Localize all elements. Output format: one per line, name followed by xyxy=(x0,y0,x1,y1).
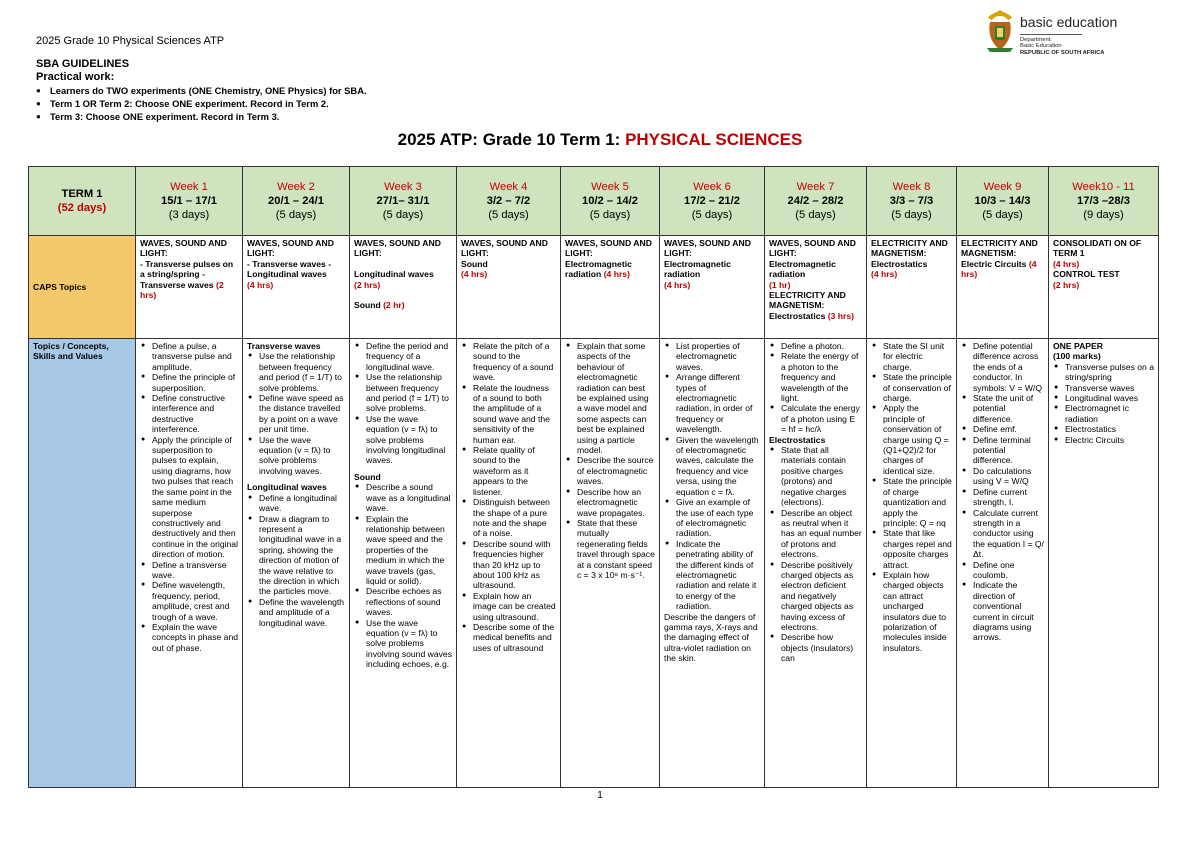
caps-topic: Electromagnetic radiation xyxy=(664,258,731,280)
topic-item: ● Relate the pitch of a sound to the frequency of a sound wave. xyxy=(473,341,556,383)
caps-cell xyxy=(660,236,765,339)
week-days: (5 days) xyxy=(982,209,1023,221)
caps-heading: WAVES, SOUND AND LIGHT: xyxy=(565,238,652,259)
week-name: Week 6 xyxy=(693,181,731,193)
week-name: Week 7 xyxy=(796,181,835,193)
caps-topic: Electrostatics xyxy=(871,258,928,269)
week-dates: 3/2 – 7/2 xyxy=(486,195,531,207)
topic-item: ● State the SI unit for electric charge. xyxy=(883,341,952,372)
topic-subheading: Electrostatics xyxy=(769,434,826,445)
topic-item: ● Electrostatics xyxy=(1065,424,1154,434)
guideline-item: ● Term 3: Choose ONE experiment. Record in Term 3. xyxy=(36,110,367,123)
topic-list xyxy=(961,341,1044,643)
topic-item: ● Indicate the direction of conventional current in circuit diagrams using arrows. xyxy=(973,580,1044,642)
topic-list xyxy=(247,493,345,628)
topic-subheading: (100 marks) xyxy=(1053,351,1101,362)
topics-cell xyxy=(1049,339,1159,788)
header-block xyxy=(36,35,367,123)
caps-heading: CONSOLIDATI ON OF TERM 1 xyxy=(1053,238,1142,259)
topic-item: ● Define a longitudinal wave. xyxy=(259,493,345,514)
topic-item: ● Define one coulomb. xyxy=(973,560,1044,581)
topic-item: ● State the unit of potential difference. xyxy=(973,393,1044,424)
topic-list xyxy=(871,341,952,653)
topics-cell xyxy=(243,339,350,788)
topic-item: ● Define a pulse, a transverse pulse and amplitude. xyxy=(152,341,238,372)
topic-item: ● Describe echoes as reflections of sound waves. xyxy=(366,586,452,617)
week-cell xyxy=(765,167,867,236)
caps-cell xyxy=(243,236,350,339)
guideline-item: ● Term 1 OR Term 2: Choose ONE experiment. Record in Term 2. xyxy=(36,97,367,110)
topic-item: ● Use the wave equation (v = fλ) to solve problems involving longitudinal waves. xyxy=(366,414,452,466)
topic-item: ● State the principle of charge quantization and apply the principle: Q = nq xyxy=(883,476,952,528)
topic-item: ● Define a transverse wave. xyxy=(152,560,238,581)
week-dates: 10/2 – 14/2 xyxy=(582,195,638,207)
topic-item: ● Define wave speed as the distance travelled by a point on a wave per unit time. xyxy=(259,393,345,435)
week-days: (9 days) xyxy=(1083,209,1124,221)
topic-list xyxy=(140,341,238,653)
caps-topic: Sound xyxy=(354,300,381,311)
topic-item: ● Describe the source of electromagnetic waves. xyxy=(577,455,655,486)
caps-hours: (4 hrs) xyxy=(603,269,630,280)
week-name: Week 9 xyxy=(983,181,1022,193)
topic-item: ● Do calculations using V = W/Q xyxy=(973,466,1044,487)
topic-item: ● State that like charges repel and opposite charges attract. xyxy=(883,528,952,570)
topic-item: ● Relate quality of sound to the waveform as it appears to the listener. xyxy=(473,445,556,497)
caps-hours: (4 hrs) xyxy=(247,279,274,290)
topic-item: ● Define the period and frequency of a longitudinal wave. xyxy=(366,341,452,372)
caps-heading: WAVES, SOUND AND LIGHT: xyxy=(247,238,334,259)
topic-item: ● Explain the wave concepts in phase and out of phase. xyxy=(152,622,238,653)
topic-item: ● Transverse waves xyxy=(1065,383,1154,393)
caps-hours: (4 hrs) xyxy=(961,258,1037,280)
week-days: (5 days) xyxy=(382,209,424,221)
caps-hours: (4 hrs) xyxy=(664,279,691,290)
week-cell xyxy=(243,167,350,236)
topic-item: ● Define emf. xyxy=(973,424,1044,434)
week-cell xyxy=(350,167,457,236)
week-cell xyxy=(867,167,957,236)
week-name: Week10 - 11 xyxy=(1072,181,1135,193)
week-days: (3 days) xyxy=(168,209,210,221)
logo-rule xyxy=(1020,34,1082,35)
week-cell xyxy=(136,167,243,236)
topic-item: ● Explain that some aspects of the behaviour of electromagnetic radiation can best be explained using a wave model and some aspects can best be explained using a particle model. xyxy=(577,341,655,455)
week-cell xyxy=(561,167,660,236)
topic-item: ● Explain how an image can be created using ultrasound. xyxy=(473,591,556,622)
topic-item: ● Define wavelength, frequency, period, amplitude, crest and trough of a wave. xyxy=(152,580,238,622)
topic-item: ● Calculate the energy of a photon using E = hf = hc/λ xyxy=(781,403,862,434)
caps-topic: Sound xyxy=(461,258,488,269)
topic-list xyxy=(664,341,760,612)
caps-cell xyxy=(457,236,561,339)
caps-label: CAPS Topics xyxy=(29,236,136,339)
topic-subheading: ONE PAPER xyxy=(1053,341,1103,351)
topic-list xyxy=(461,341,556,653)
topic-item: ● Describe a sound wave as a longitudinal wave. xyxy=(366,482,452,513)
caps-cell xyxy=(561,236,660,339)
caps-topic: - Transverse waves - Longitudinal waves xyxy=(247,258,332,280)
caps-hours: (2 hr) xyxy=(383,300,405,311)
caps-heading: ELECTRICITY AND MAGNETISM: xyxy=(961,238,1038,259)
topics-cell xyxy=(561,339,660,788)
sba-title: SBA GUIDELINES xyxy=(36,58,130,70)
week-name: Week 5 xyxy=(591,181,629,193)
week-name: Week 8 xyxy=(892,181,931,193)
topic-text: Describe the dangers of gamma rays, X-rays and the damaging effect of ultra-violet radiation on the skin. xyxy=(664,611,758,664)
topics-cell xyxy=(350,339,457,788)
topic-item: ● Describe sound with frequencies higher than 20 kHz up to about 100 kHz as ultrasound. xyxy=(473,539,556,591)
caps-cell xyxy=(1049,236,1159,339)
topic-item: ● State that these mutually regenerating fields travel through space at a constant speed c = 3 x 10⁸ m·s⁻¹. xyxy=(577,518,655,580)
topic-item: ● Arrange different types of electromagnetic radiation, in order of frequency or wavelength. xyxy=(676,372,760,434)
topic-list xyxy=(247,351,345,476)
week-days: (5 days) xyxy=(488,209,529,221)
week-days: (5 days) xyxy=(275,209,317,221)
topic-item: ● Use the relationship between frequency and period (f = 1/T) to solve problems. xyxy=(259,351,345,393)
week-name: Week 2 xyxy=(277,181,315,193)
topic-item: ● Electric Circuits xyxy=(1065,435,1154,445)
topic-item: ● Draw a diagram to represent a longitudinal wave in a spring, showing the direction of motion of the wave relative to the direction in which the particles move. xyxy=(259,514,345,597)
caps-hours: (1 hr) xyxy=(769,279,791,290)
topic-item: ● Define the principle of superposition. xyxy=(152,372,238,393)
week-cell xyxy=(660,167,765,236)
topic-item: ● Give an example of the use of each type of electromagnetic radiation. xyxy=(676,497,760,539)
caps-heading: ELECTRICITY AND MAGNETISM: xyxy=(871,238,948,259)
caps-heading: WAVES, SOUND AND LIGHT: xyxy=(664,238,751,259)
caps-cell xyxy=(136,236,243,339)
caps-heading: WAVES, SOUND AND LIGHT: xyxy=(354,238,441,259)
atp-table xyxy=(28,166,1159,788)
topic-item: ● Describe some of the medical benefits and uses of ultrasound xyxy=(473,622,556,653)
caps-hours: (2 hrs) xyxy=(1053,279,1080,290)
topics-label: Topics / Concepts, Skills and Values xyxy=(29,339,136,788)
topic-item: ● Explain the relationship between wave speed and the properties of the medium in which the wave travels (gas, liquid or solid). xyxy=(366,514,452,587)
topic-item: ● State the principle of conservation of charge. xyxy=(883,372,952,403)
logo-dept-line: Department: xyxy=(1020,37,1052,43)
caps-hours: (2 hrs) xyxy=(140,279,224,301)
topic-item: ● Distinguish between the shape of a pure note and the shape of a noise. xyxy=(473,497,556,539)
caps-hours: (4 hrs) xyxy=(461,269,488,280)
topic-item: ● Define constructive interference and destructive interference. xyxy=(152,393,238,435)
topic-item: ● Relate the energy of a photon to the frequency and wavelength of the light. xyxy=(781,351,862,403)
topic-item: ● Use the wave equation (v = fλ) to solve problems involving waves. xyxy=(259,435,345,477)
topic-item: ● Longitudinal waves xyxy=(1065,393,1154,403)
topic-list xyxy=(1053,362,1154,445)
topic-list xyxy=(354,341,452,466)
caps-topic: Electric Circuits xyxy=(961,258,1027,269)
topic-list xyxy=(769,341,862,435)
page-number: 1 xyxy=(597,790,603,801)
guideline-item: ● Learners do TWO experiments (ONE Chemistry, ONE Physics) for SBA. xyxy=(36,84,367,97)
week-days: (5 days) xyxy=(795,209,836,221)
topic-item: ● Explain how charged objects can attract uncharged insulators due to polarization of molecules inside insulators. xyxy=(883,570,952,653)
topic-item: ● State that all materials contain positive charges (protons) and negative charges (electrons). xyxy=(781,445,862,507)
topic-item: ● Describe how an electromagnetic wave propagates. xyxy=(577,487,655,518)
week-cell xyxy=(1049,167,1159,236)
topic-item: ● Given the wavelength of electromagnetic waves, calculate the frequency and vice versa, using the equation c = fλ. xyxy=(676,435,760,497)
topics-cell xyxy=(957,339,1049,788)
week-name: Week 4 xyxy=(489,181,528,193)
caps-heading: WAVES, SOUND AND LIGHT: xyxy=(769,238,856,259)
logo-dept xyxy=(1020,37,1104,56)
coat-of-arms-icon xyxy=(984,8,1016,54)
topics-cell xyxy=(660,339,765,788)
topic-subheading: Transverse waves xyxy=(247,341,321,351)
caps-heading: WAVES, SOUND AND LIGHT: xyxy=(140,238,227,259)
caps-cell xyxy=(350,236,457,339)
title-subject: PHYSICAL SCIENCES xyxy=(625,130,803,149)
week-days: (5 days) xyxy=(691,209,733,221)
topic-item: ● Transverse pulses on a string/spring xyxy=(1065,362,1154,383)
practical-label: Practical work: xyxy=(36,71,115,83)
topic-list xyxy=(354,482,452,669)
week-dates: 3/3 – 7/3 xyxy=(889,195,934,207)
caps-topic: Electromagnetic radiation xyxy=(769,258,836,280)
logo-dept-line: Basic Education xyxy=(1020,43,1062,50)
topic-item: ● Describe an object as neutral when it has an equal number of protons and electrons. xyxy=(781,508,862,560)
topic-list xyxy=(565,341,655,580)
topic-item: ● Define terminal potential difference. xyxy=(973,435,1044,466)
week-dates: 24/2 – 28/2 xyxy=(787,195,844,207)
week-dates: 17/2 – 21/2 xyxy=(684,195,740,207)
caps-hours: (2 hrs) xyxy=(354,279,381,290)
topic-item: ● Electromagnet ic radiation xyxy=(1065,403,1154,424)
topics-cell xyxy=(136,339,243,788)
caps-topic: Electromagnetic radiation xyxy=(565,258,632,280)
week-dates: 10/3 – 14/3 xyxy=(974,195,1031,207)
caps-topic: CONTROL TEST xyxy=(1053,269,1120,280)
topic-item: ● Define the wavelength and amplitude of a longitudinal wave. xyxy=(259,597,345,628)
caps-topic: - Transverse pulses on a string/spring -Transverse waves xyxy=(140,258,234,290)
week-days: (5 days) xyxy=(589,209,631,221)
topic-list xyxy=(769,445,862,664)
logo xyxy=(984,8,1124,56)
topic-item: ● Use the wave equation (v = fλ) to solve problems involving sound waves including echoes, e.g. xyxy=(366,618,452,670)
caps-row xyxy=(29,236,1159,339)
topic-item: ● Use the relationship between frequency and period (f = 1/T) to solve problems. xyxy=(366,372,452,414)
atp-label: 2025 Grade 10 Physical Sciences ATP xyxy=(36,35,225,47)
topics-cell xyxy=(765,339,867,788)
topic-subheading: Sound xyxy=(354,471,381,482)
week-cell xyxy=(957,167,1049,236)
caps-cell xyxy=(765,236,867,339)
caps-topic: Longitudinal waves xyxy=(354,269,434,280)
caps-hours: (3 hrs) xyxy=(827,310,855,321)
topic-subheading: Longitudinal waves xyxy=(247,482,327,493)
title-prefix: 2025 ATP: Grade 10 Term 1: xyxy=(397,130,626,149)
page-title xyxy=(0,130,1200,150)
topics-cell xyxy=(867,339,957,788)
topic-item: ● Relate the loudness of a sound to both the amplitude of a sound wave and the sensitivity of the human ear. xyxy=(473,383,556,445)
week-dates: 17/3 –28/3 xyxy=(1077,195,1130,207)
topic-item: ● Describe positively charged objects as electron deficient and negatively charged objects as having excess of electrons. xyxy=(781,560,862,633)
topic-item: ● Define a photon. xyxy=(781,341,862,351)
logo-brand: basic education xyxy=(1020,14,1118,30)
term-days: (52 days) xyxy=(57,202,107,214)
caps-hours: (4 hrs) xyxy=(871,269,898,280)
caps-heading: WAVES, SOUND AND LIGHT: xyxy=(461,238,548,259)
weeks-row xyxy=(29,167,1159,236)
topic-item: ● Apply the principle of superposition to pulses to explain, using diagrams, how two pulses that reach the same point in the same medium superpose constructively and destructively and then continue in the original direction of motion. xyxy=(152,435,238,560)
topic-item: ● Apply the principle of conservation of charge using Q = (Q1+Q2)/2 for charges of identical size. xyxy=(883,403,952,476)
term-label: TERM 1 xyxy=(61,188,103,200)
week-cell xyxy=(457,167,561,236)
caps-cell xyxy=(867,236,957,339)
topic-item: ● Define potential difference across the ends of a conductor. In symbols: V = W/Q xyxy=(973,341,1044,393)
topic-item: ● Indicate the penetrating ability of the different kinds of electromagnetic radiation and relate it to energy of the radiation. xyxy=(676,539,760,612)
topics-cell xyxy=(457,339,561,788)
topic-item: ● Describe how objects (insulators) can xyxy=(781,632,862,663)
week-days: (5 days) xyxy=(891,209,932,221)
topic-item: ● Calculate current strength in a conductor using the equation I = Q/Δt. xyxy=(973,508,1044,560)
caps-topic: ELECTRICITY AND MAGNETISM: Electrostatics xyxy=(769,290,846,321)
topic-item: ● List properties of electromagnetic waves. xyxy=(676,341,760,372)
week-name: Week 3 xyxy=(384,181,422,193)
term-cell xyxy=(29,167,136,236)
topic-item: ● Define current strength, I. xyxy=(973,487,1044,508)
topics-row xyxy=(29,339,1159,788)
week-dates: 27/1– 31/1 xyxy=(376,195,430,207)
week-dates: 15/1 – 17/1 xyxy=(161,195,217,207)
logo-dept-line: REPUBLIC OF SOUTH AFRICA xyxy=(1020,49,1105,56)
week-dates: 20/1 – 24/1 xyxy=(268,195,324,207)
week-name: Week 1 xyxy=(170,181,208,193)
caps-hours: (4 hrs) xyxy=(1053,258,1080,269)
caps-cell xyxy=(957,236,1049,339)
